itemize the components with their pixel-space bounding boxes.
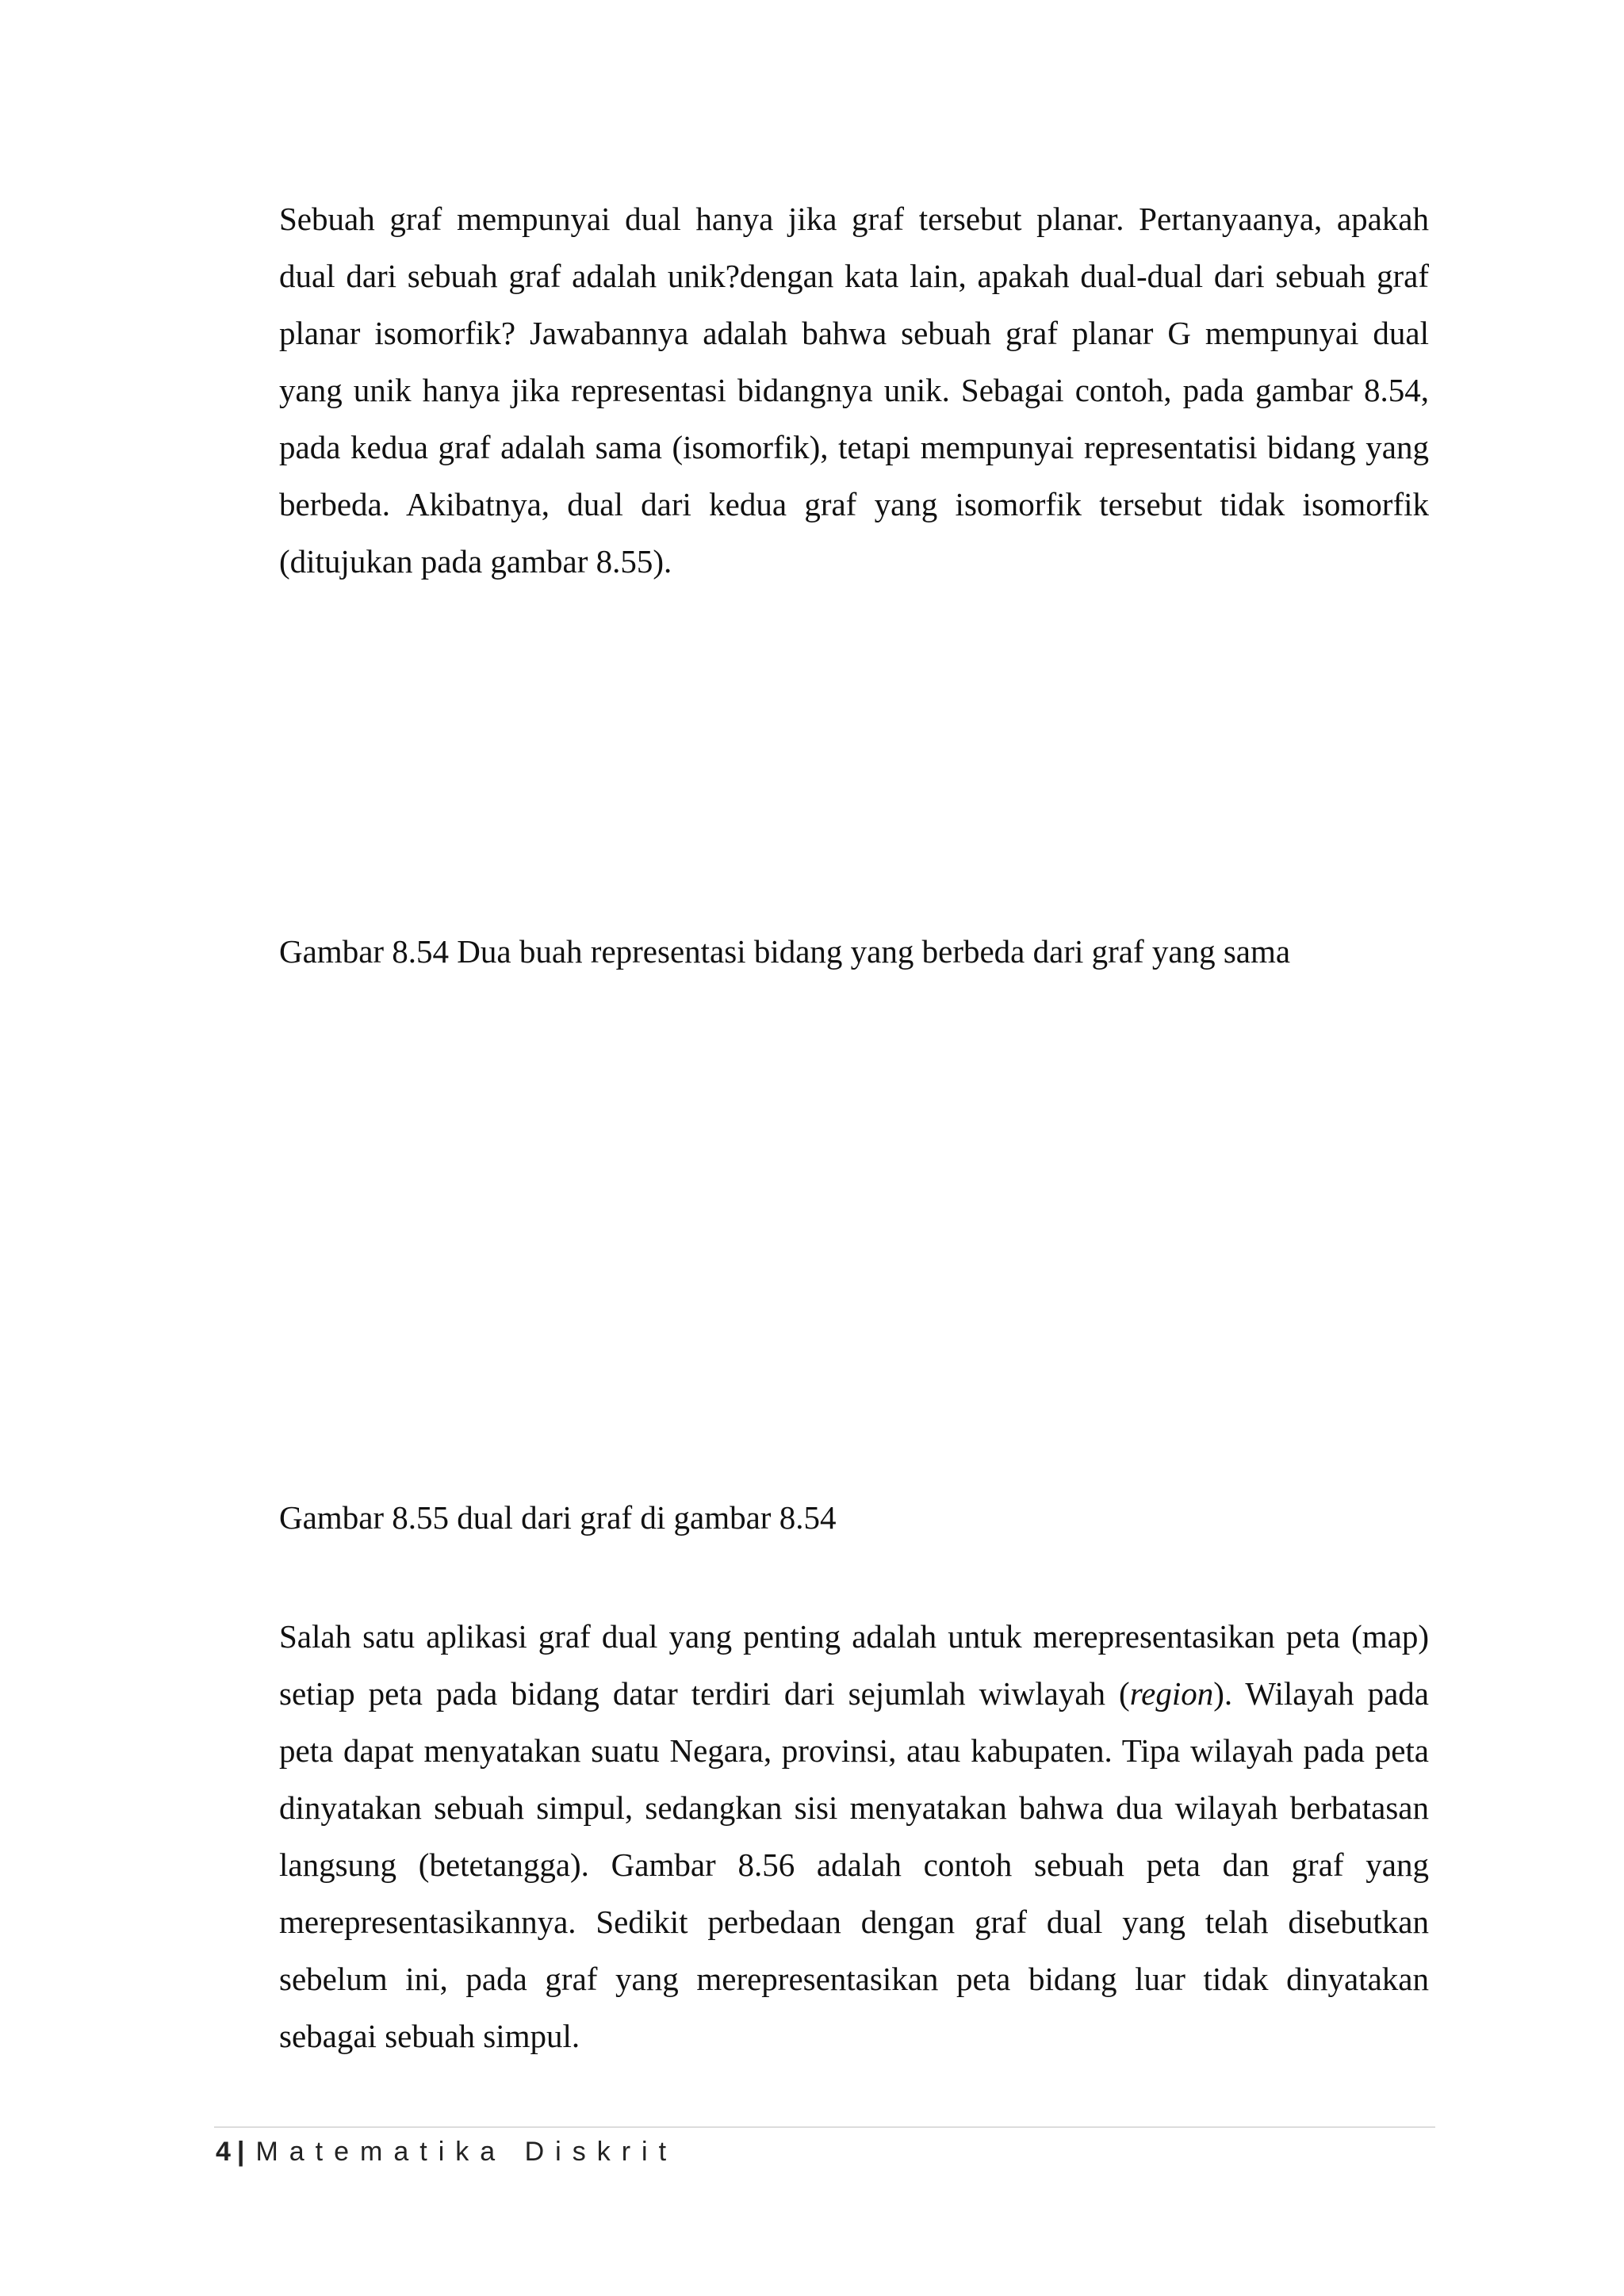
footer-book-title: Matematika Diskrit (255, 2137, 678, 2167)
paragraph-line: dual dari sebuah graf adalah unik?dengan kata lain, apakah dual-dual dari sebuah graf (279, 258, 1429, 294)
paragraph-line: Sebuah graf mempunyai dual hanya jika graf tersebut planar. Pertanyaanya, apakah (279, 201, 1429, 237)
paragraph-line: sebagai sebuah simpul. (279, 2018, 580, 2054)
paragraph-line: langsung (betetangga). Gambar 8.56 adalah contoh sebuah peta dan graf yang (279, 1846, 1429, 1883)
paragraph-line (279, 1665, 1429, 1722)
paragraph-line: peta dapat menyatakan suatu Negara, provinsi, atau kabupaten. Tipa wilayah pada peta (279, 1732, 1429, 1769)
paragraph-line: Salah satu aplikasi graf dual yang penting adalah untuk merepresentasikan peta (map) (279, 1618, 1429, 1655)
footer-separator: | (236, 2137, 245, 2167)
italic-term-region: region (1129, 1675, 1214, 1712)
figure-caption-8-54: Gambar 8.54 Dua buah representasi bidang yang berbeda dari graf yang sama (279, 933, 1291, 970)
paragraph-line: sebelum ini, pada graf yang merepresentasikan peta bidang luar tidak dinyatakan (279, 1961, 1429, 1997)
figure-caption-8-55: Gambar 8.55 dual dari graf di gambar 8.54 (279, 1499, 837, 1536)
paragraph-line: planar isomorfik? Jawabannya adalah bahwa sebuah graf planar G mempunyai dual (279, 315, 1429, 351)
text-run: ). Wilayah pada (1213, 1675, 1429, 1712)
paragraph-dual-uniqueness (279, 190, 1429, 590)
paragraph-line: pada kedua graf adalah sama (isomorfik), tetapi mempunyai representatisi bidang yang (279, 429, 1429, 465)
figure-8-54-area (279, 634, 1429, 904)
paragraph-line: (ditujukan pada gambar 8.55). (279, 543, 672, 580)
paragraph-line: berbeda. Akibatnya, dual dari kedua graf yang isomorfik tersebut tidak isomorfik (279, 486, 1429, 522)
figure-8-55-area (279, 999, 1429, 1467)
paragraph-line: merepresentasikannya. Sedikit perbedaan dengan graf dual yang telah disebutkan (279, 1904, 1429, 1940)
paragraph-line: dinyatakan sebuah simpul, sedangkan sisi menyatakan bahwa dua wilayah berbatasan (279, 1789, 1429, 1826)
footer-divider (214, 2126, 1435, 2128)
page-number: 4 (216, 2137, 231, 2167)
paragraph-map-application (279, 1608, 1429, 2064)
page-footer (216, 2134, 677, 2169)
text-run: setiap peta pada bidang datar terdiri dari sejumlah wiwlayah ( (279, 1675, 1130, 1712)
paragraph-line: yang unik hanya jika representasi bidangnya unik. Sebagai contoh, pada gambar 8.54, (279, 372, 1429, 408)
